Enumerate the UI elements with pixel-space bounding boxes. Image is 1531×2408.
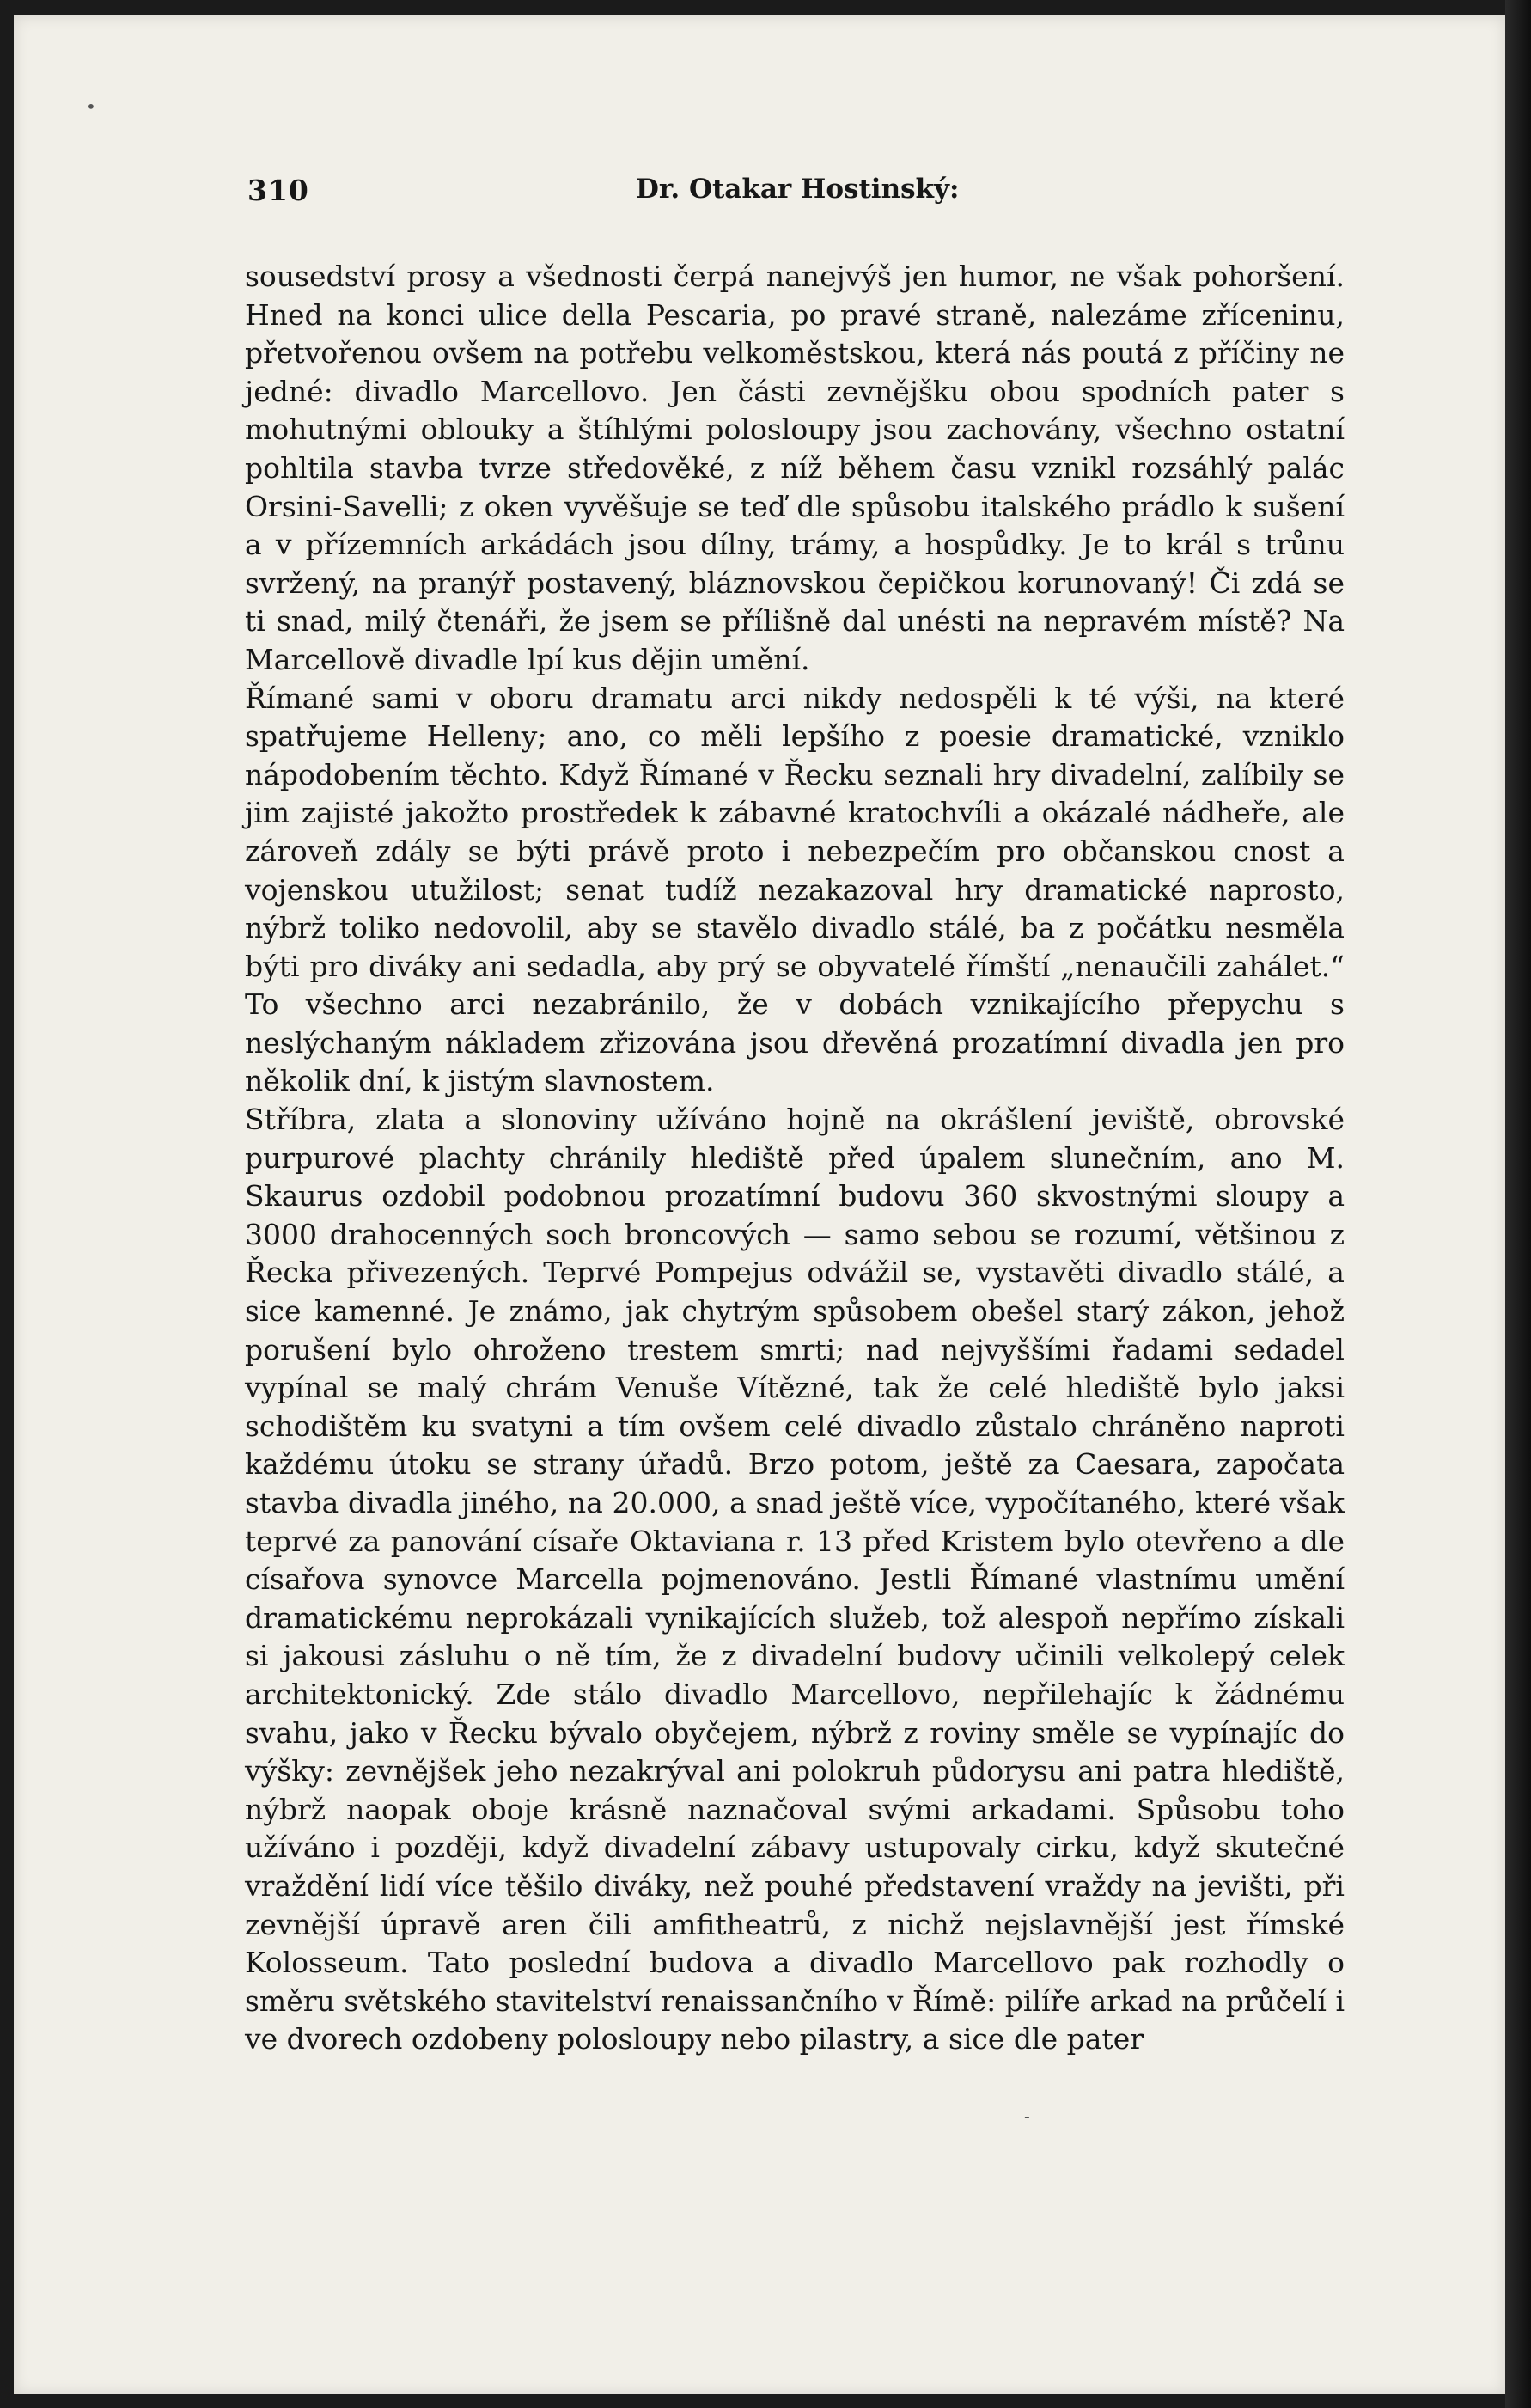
scan-edge [1505, 0, 1531, 2408]
scan-speck: • [86, 96, 96, 117]
scan-speck: - [1024, 2105, 1030, 2126]
paragraph-3: Stříbra, zlata a slonoviny užíváno hojně na okrášlení jeviště, obrovské purpurové plachty chránily hlediště před úpalem slunečním, ano M. Skaurus ozdobil podobnou prozatímní budovu 360 skvostnými sloupy a 3000 drahocenných soch broncových — samo sebou se rozumí, většinou z Řecka přivezených. Teprvé Pompejus odvážil se, vystavěti divadlo stálé, a sice kamenné. Je známo, jak chytrým spůsobem obešel starý zákon, jehož porušení bylo ohroženo trestem smrti; nad nejvyššími řadami sedadel vypínal se malý chrám Venuše Vítězné, tak že celé hlediště bylo jaksi schodištěm ku svatyni a tím ovšem celé divadlo zůstalo chráněno naproti každému útoku se strany úřadů. Brzo potom, ještě za Caesara, započata stavba divadla jiného, na 20.000, a snad ještě více, vypočítaného, které však teprvé za panování císaře Oktaviana r. 13 před Kristem bylo otevřeno a dle císařova synovce Marcella pojmenováno. Jestli Římané vlastnímu umění dramatickému neprokázali vynikajících služeb, tož alespoň nepřímo získali si jakousi zásluhu o ně tím, že z divadelní budovy učinili velkolepý celek architektonický. Zde stálo divadlo Marcellovo, nepřilehajíc k žádnému svahu, jako v Řecku bývalo obyčejem, nýbrž z roviny směle se vypínajíc do výšky: zevnějšek jeho nezakrýval ani polokruh půdorysu ani patra hlediště, nýbrž naopak oboje krásně naznačoval svými arkadami. Spůsobu toho užíváno i později, když divadelní zábavy ustupovaly cirku, když skutečné vraždění lidí více těšilo diváky, než pouhé představení vraždy na jevišti, při zevnější úpravě aren čili amfitheatrů, z nichž nejslavnější jest římské Kolosseum. Tato poslední budova a divadlo Marcellovo pak rozhodly o směru světského stavitelství renaissančního v Římě: pilíře arkad na průčelí i ve dvorech ozdobeny polosloupy nebo pilastry, a sice dle pater [245, 1103, 1345, 2057]
page-number: 310 [247, 174, 309, 207]
running-head: Dr. Otakar Hostinský: [636, 174, 960, 205]
paragraph-2: Římané sami v oboru dramatu arci nikdy nedospěli k té výši, na které spatřujeme Helleny; ano, co měli lepšího z poesie dramatické, vzniklo nápodobením těchto. Když Římané v Řecku seznali hry divadelní, zalíbily se jim zajisté jakožto prostředek k zábavné kratochvíli a okázalé nádheře, ale zároveň zdály se býti právě proto i nebezpečím pro občanskou cnost a vojenskou utužilost; senat tudíž nezakazoval hry dramatické naprosto, nýbrž toliko nedovolil, aby se stavělo divadlo stálé, ba z počátku nesměla býti pro diváky ani sedadla, aby prý se obyvatelé římští „nenaučili zahálet.“ To všechno arci nezabránilo, že v dobách vznikajícího přepychu s neslýchaným nákladem zřizována jsou dřevěná prozatímní divadla jen pro několik dní, k jistým slavnostem. [245, 681, 1345, 1098]
page-header [232, 165, 1340, 217]
body-text [245, 258, 1345, 2059]
paragraph-1: sousedství prosy a všednosti čerpá nanejvýš jen humor, ne však pohoršení. Hned na konci ulice della Pescaria, po pravé straně, nalezáme zříceninu, přetvořenou ovšem na potřebu velkoměstskou, která nás poutá z příčiny ne jedné: divadlo Marcellovo. Jen části zevnějšku obou spodních pater s mohutnými oblouky a štíhlými polosloupy jsou zachovány, všechno ostatní pohltila stavba tvrze středověké, z níž během času vznikl rozsáhlý palác Orsini-Savelli; z oken vyvěšuje se teď dle spůsobu italského prádlo k sušení a v přízemních arkádách jsou dílny, trámy, a hospůdky. Je to král s trůnu svržený, na pranýř postavený, bláznovskou čepičkou korunovaný! Či zdá se ti snad, milý čtenáři, že jsem se přílišně dal unésti na nepravém místě? Na Marcellově divadle lpí kus dějin umění. [245, 260, 1345, 676]
